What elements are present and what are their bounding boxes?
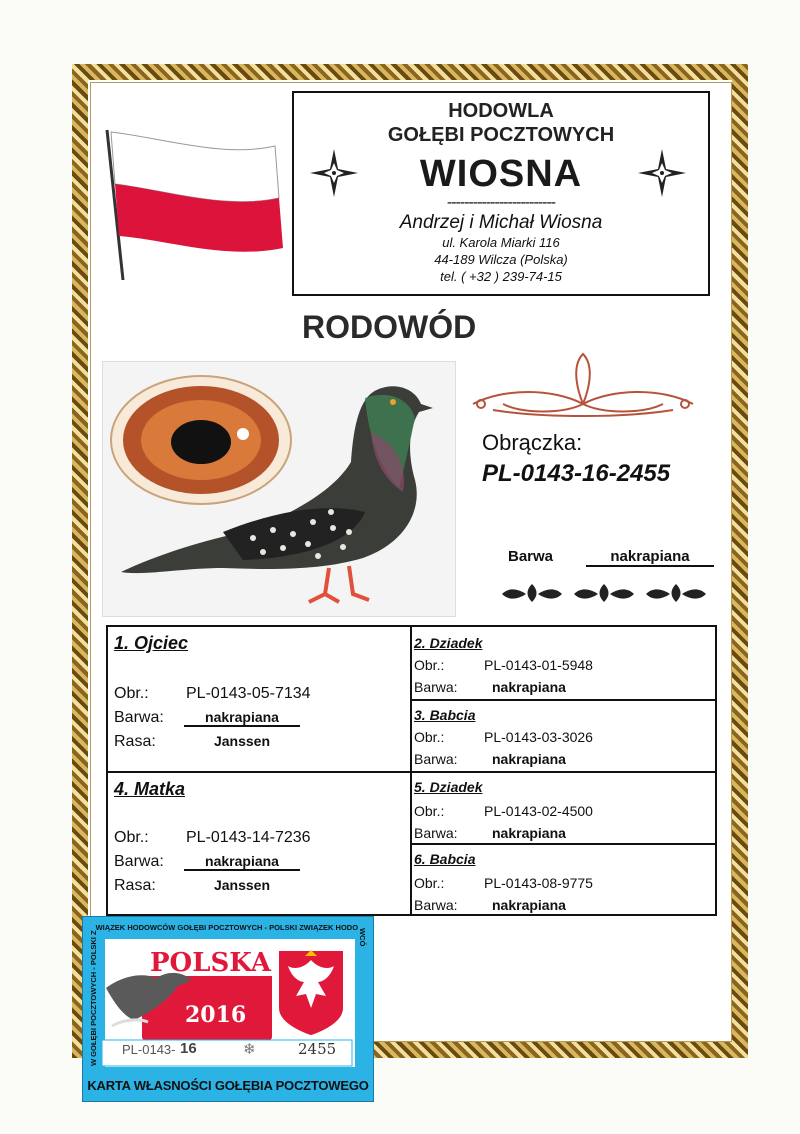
color-label: Barwa xyxy=(508,548,554,565)
grandmother1-color: nakrapiana xyxy=(492,751,566,767)
white-eagle-icon xyxy=(278,950,344,1036)
card-title: KARTA WŁASNOŚCI GOŁĘBIA POCZTOWEGO xyxy=(87,1078,369,1093)
ring-number: PL-0143-16-2455 xyxy=(482,460,671,487)
header-divider: ------------------------- xyxy=(446,194,556,211)
grandmother2-ring-label: Obr.: xyxy=(414,875,445,891)
card-round-text: W GOŁĘBI POCZTOWYCH - POLSKI ZWIĄZEK HODOWCÓW GOŁĘBI POCZTOWYCH - POLSKI ZWIĄZEK HODOWCÓ xyxy=(89,923,367,1066)
card-ring-number: 2455 xyxy=(298,1040,337,1058)
card-ring-prefix: PL-0143- xyxy=(122,1042,176,1057)
father-color: nakrapiana xyxy=(184,709,300,727)
mother-ring-label: Obr.: xyxy=(114,829,149,846)
header-line2: GOŁĘBI POCZTOWYCH xyxy=(387,124,615,146)
pigeon-icon xyxy=(103,362,456,617)
mother-breed-label: Rasa: xyxy=(114,877,156,894)
color-value: nakrapiana xyxy=(586,548,714,567)
grandfather1-ring-label: Obr.: xyxy=(414,657,445,673)
ring-label: Obrączka: xyxy=(482,430,583,455)
grandfather1-color: nakrapiana xyxy=(492,679,566,695)
father-color-label: Barwa: xyxy=(114,709,164,726)
mother-ring: PL-0143-14-7236 xyxy=(186,829,311,846)
father-breed: Janssen xyxy=(213,733,271,749)
poland-flag-icon xyxy=(103,128,293,288)
father-title-text: 1. Ojciec xyxy=(114,633,189,653)
card-year: 2016 xyxy=(185,1002,247,1028)
grandmother2-color: nakrapiana xyxy=(492,897,566,913)
grandmother1-color-label: Barwa: xyxy=(414,751,458,767)
mother-color-label: Barwa: xyxy=(114,853,164,870)
father-breed-label: Rasa: xyxy=(114,733,156,750)
flower-icon: ❄ xyxy=(243,1041,256,1058)
grandfather2-ring-label: Obr.: xyxy=(414,803,445,819)
grandfather1-color-label: Barwa: xyxy=(414,679,458,695)
compass-star-icon xyxy=(636,147,688,199)
card-country: POLSKA xyxy=(150,948,271,978)
grandmother1-ring-label: Obr.: xyxy=(414,729,445,745)
grandmother2-title: 6. Babcia xyxy=(414,851,476,867)
grandmother2-ring: PL-0143-08-9775 xyxy=(484,875,593,891)
phone: tel. ( +32 ) 239-74-15 xyxy=(440,269,562,284)
fleur-de-lis-icon xyxy=(496,580,712,606)
mother-breed: Janssen xyxy=(213,877,271,893)
father-ring-label: Obr.: xyxy=(114,685,149,702)
scroll-ornament-icon xyxy=(463,348,703,420)
pedigree-table xyxy=(106,625,717,916)
grandfather2-ring: PL-0143-02-4500 xyxy=(484,803,593,819)
mother-title: 4. Matka xyxy=(114,779,186,799)
address-street: ul. Karola Miarki 116 xyxy=(442,235,560,250)
pedigree-title: RODOWÓD xyxy=(302,309,477,345)
mother-color: nakrapiana xyxy=(184,853,300,871)
grandmother1-title: 3. Babcia xyxy=(414,707,476,723)
father-ring: PL-0143-05-7134 xyxy=(186,685,311,702)
grandfather2-color: nakrapiana xyxy=(492,825,566,841)
grandmother1-ring: PL-0143-03-3026 xyxy=(484,729,593,745)
loft-name: WIOSNA xyxy=(419,153,583,195)
card-ring-year: 16 xyxy=(180,1040,197,1057)
grandfather2-color-label: Barwa: xyxy=(414,825,458,841)
grandfather1-ring: PL-0143-01-5948 xyxy=(484,657,593,673)
grandfather2-title: 5. Dziadek xyxy=(414,779,483,795)
grandmother2-color-label: Barwa: xyxy=(414,897,458,913)
compass-star-icon xyxy=(308,147,360,199)
pigeon-photo xyxy=(102,361,456,617)
header-line1: HODOWLA xyxy=(448,100,554,122)
address-city: 44-189 Wilcza (Polska) xyxy=(434,252,568,267)
owners: Andrzej i Michał Wiosna xyxy=(399,212,603,233)
grandfather1-title: 2. Dziadek xyxy=(414,635,483,651)
eye-icon xyxy=(111,376,291,504)
